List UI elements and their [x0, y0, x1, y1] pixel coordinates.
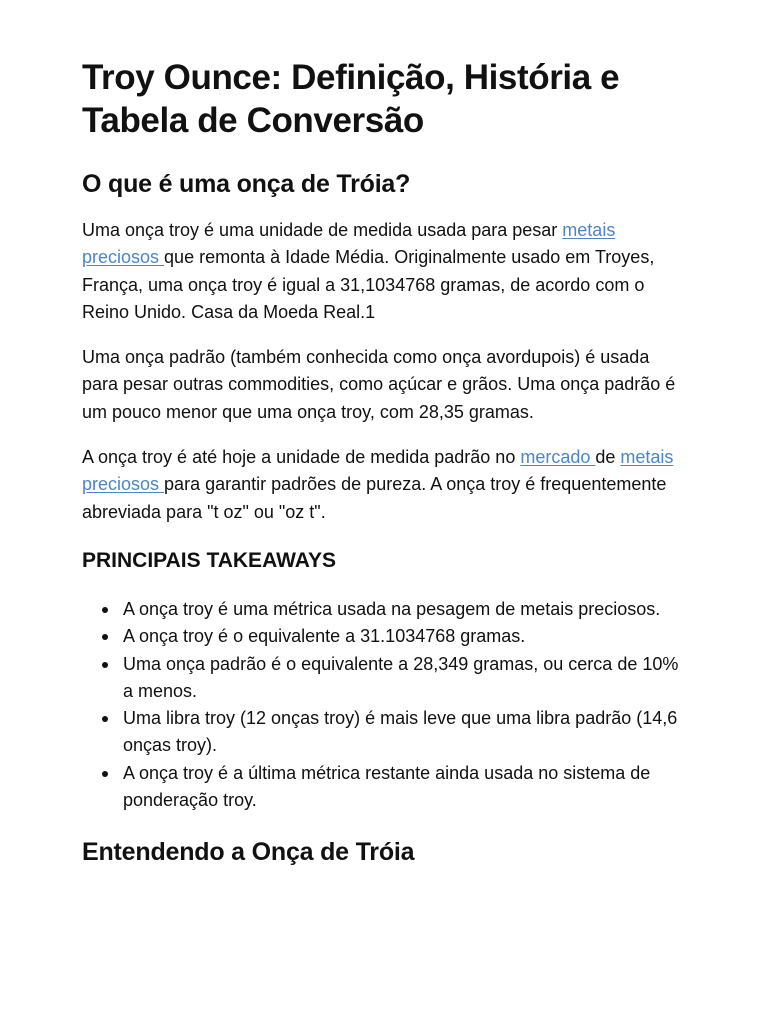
- list-item-text: Uma onça padrão é o equivalente a 28,349 gramas, ou cerca de 10% a menos.: [123, 653, 679, 701]
- list-item: [123, 623, 682, 650]
- bullet-icon: [102, 607, 108, 613]
- paragraph-text: que remonta à Idade Média. Originalmente usado em Troyes, França, uma onça troy é igual a 31,1034768 gramas, de acordo com o Reino Unido. Casa da Moeda Real.1: [82, 247, 655, 322]
- list-item: [123, 596, 682, 623]
- link-metais-preciosos[interactable]: metais preciosos: [82, 220, 616, 268]
- list-item-text: A onça troy é uma métrica usada na pesagem de metais preciosos.: [123, 598, 661, 619]
- takeaways-list: [82, 596, 682, 814]
- bullet-icon: [102, 634, 108, 640]
- bullet-icon: [102, 662, 108, 668]
- paragraph-text: para garantir padrões de pureza. A onça troy é frequentemente abreviada para "t oz" ou "oz t".: [82, 474, 667, 522]
- paragraph-text: A onça troy é até hoje a unidade de medida padrão no: [82, 447, 521, 468]
- paragraph-text: Uma onça troy é uma unidade de medida usada para pesar: [82, 220, 563, 240]
- list-item: [123, 705, 682, 760]
- section-heading-what-is: O que é uma onça de Tróia?: [82, 170, 411, 198]
- paragraph-standard-ounce: Uma onça padrão (também conhecida como onça avordupois) é usada para pesar outras commodities, como açúcar e grãos. Uma onça padrão é um pouco menor que uma onça troy, com 28,35 gramas.: [82, 347, 676, 422]
- list-item: [123, 651, 682, 706]
- bullet-icon: [102, 771, 108, 777]
- paragraph-definition: [82, 217, 682, 326]
- paragraph-text: de: [595, 447, 621, 468]
- section-heading-understanding: Entendendo a Onça de Tróia: [82, 838, 415, 867]
- link-metais-preciosos-2[interactable]: metais preciosos: [82, 447, 674, 495]
- list-item: [123, 760, 682, 815]
- takeaways-heading: PRINCIPAIS TAKEAWAYS: [82, 548, 336, 572]
- article: [82, 56, 682, 867]
- list-item-text: A onça troy é a última métrica restante ainda usada no sistema de ponderação troy.: [123, 762, 651, 811]
- bullet-icon: [102, 716, 108, 722]
- list-item-text: Uma libra troy (12 onças troy) é mais leve que uma libra padrão (14,6 onças troy).: [123, 708, 678, 756]
- link-mercado[interactable]: mercado: [520, 447, 596, 468]
- paragraph-market-standard: [82, 444, 682, 526]
- page-title: Troy Ounce: Definição, História e Tabela de Conversão: [82, 58, 620, 140]
- list-item-text: A onça troy é o equivalente a 31.1034768 gramas.: [123, 626, 526, 647]
